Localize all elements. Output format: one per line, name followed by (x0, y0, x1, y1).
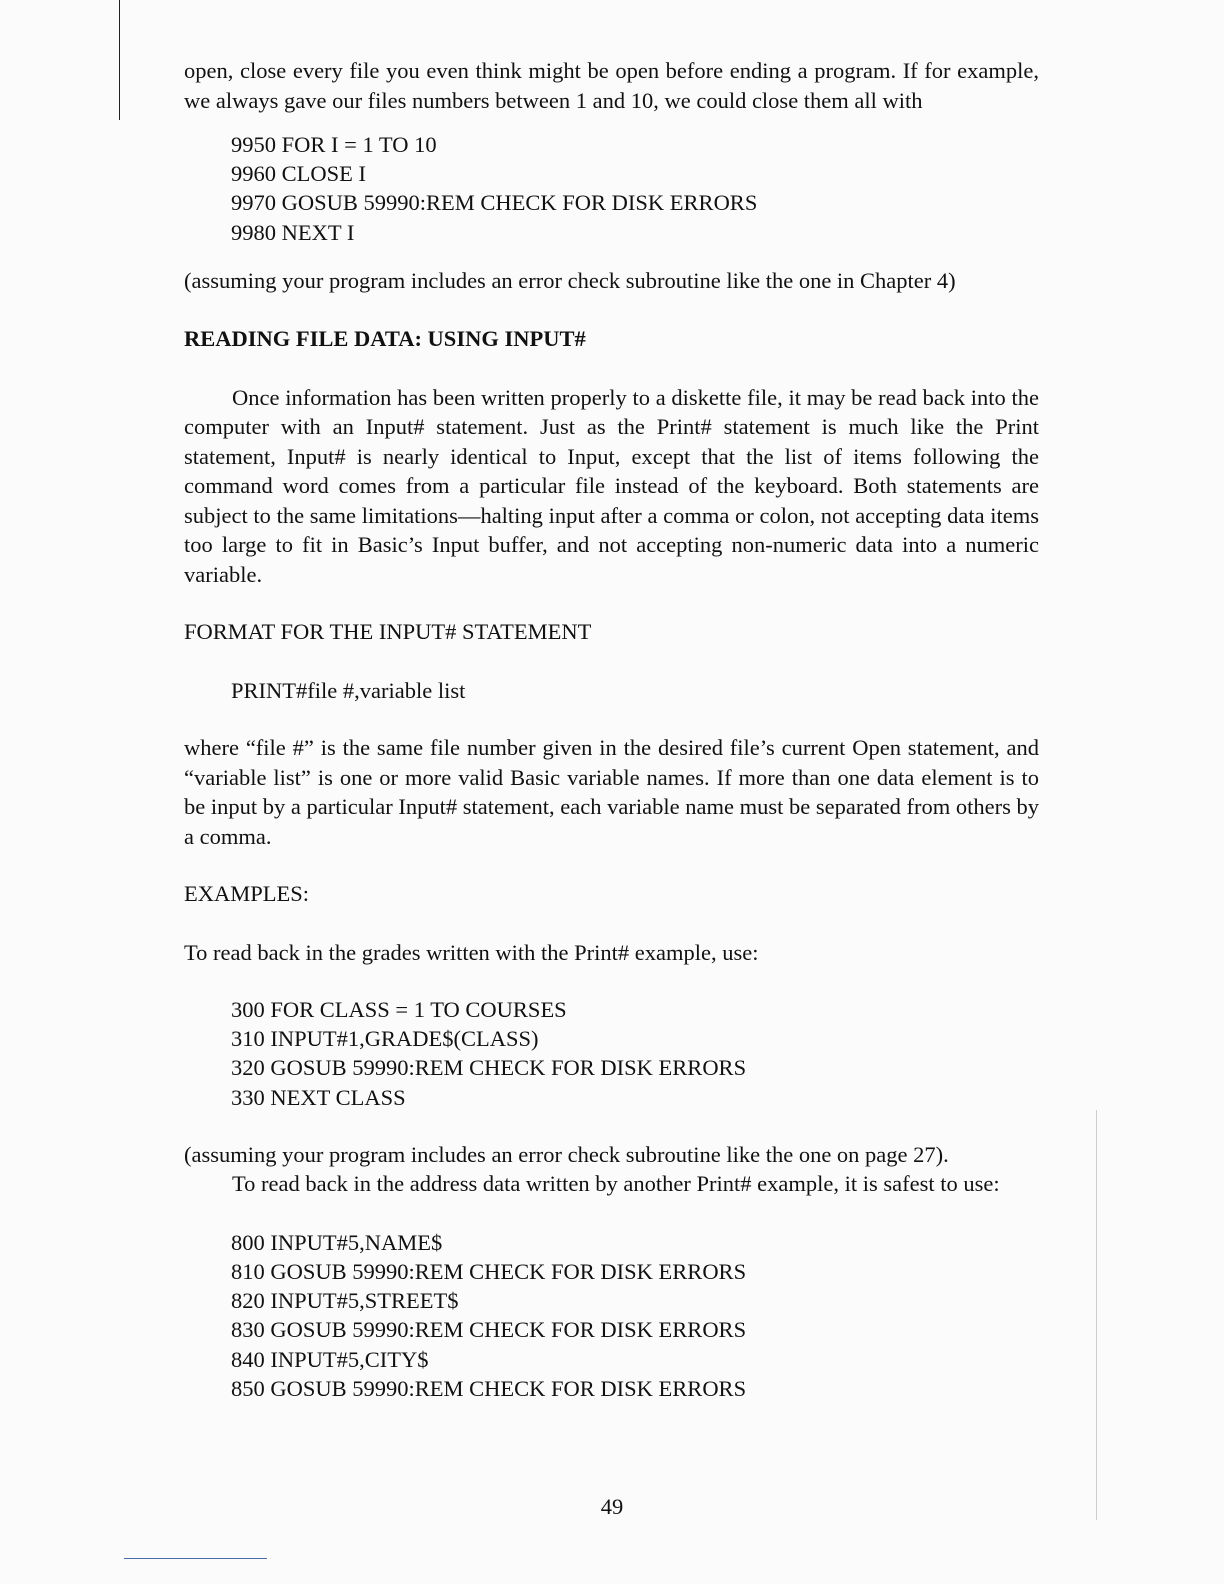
format-heading: FORMAT FOR THE INPUT# STATEMENT (184, 619, 592, 645)
code-line: 810 GOSUB 59990:REM CHECK FOR DISK ERRORS (231, 1259, 747, 1285)
code-line: 300 FOR CLASS = 1 TO COURSES (231, 997, 567, 1023)
code-block-read-address (184, 1228, 1039, 1403)
code-line: 9970 GOSUB 59990:REM CHECK FOR DISK ERRORS (231, 190, 758, 216)
note-error-check-chapter: (assuming your program includes an error check subroutine like the one in Chapter 4) (184, 267, 956, 293)
code-line: 9980 NEXT I (231, 219, 355, 245)
address-intro-paragraph: To read back in the address data written by another Print# example, it is safest to use: (232, 1171, 1000, 1197)
code-line: 830 GOSUB 59990:REM CHECK FOR DISK ERRORS (231, 1317, 747, 1343)
format-explanation-paragraph: where “file #” is the same file number given in the desired file’s current Open statement, and “variable list” is one or more valid Basic variable names. If more than one data element is to be input by a particular Input# statement, each variable name must be separated from others by a comma. (184, 735, 1039, 849)
syntax-line: PRINT#file #,variable list (231, 677, 466, 703)
scan-edge-mark-bottom (124, 1558, 267, 1559)
scan-edge-mark-left (119, 0, 120, 120)
code-block-close-files (184, 130, 1039, 247)
code-line: 310 INPUT#1,GRADE$(CLASS) (231, 1026, 539, 1052)
format-syntax (184, 676, 1039, 705)
scan-edge-mark-right (1096, 1110, 1097, 1520)
code-line: 9950 FOR I = 1 TO 10 (231, 132, 437, 157)
intro-paragraph: open, close every file you even think might be open before ending a program. If for example, we always gave our files numbers between 1 and 10, we could close them all with (184, 58, 1039, 113)
note-error-check-page: (assuming your program includes an error check subroutine like the one on page 27). (184, 1141, 949, 1167)
code-line: 330 NEXT CLASS (231, 1084, 406, 1110)
code-block-read-grades (184, 995, 1039, 1112)
page-content (184, 56, 1039, 1403)
code-line: 320 GOSUB 59990:REM CHECK FOR DISK ERRORS (231, 1055, 747, 1081)
example-intro: To read back in the grades written with the Print# example, use: (184, 939, 759, 965)
code-line: 800 INPUT#5,NAME$ (231, 1229, 443, 1255)
code-line: 840 INPUT#5,CITY$ (231, 1346, 429, 1372)
page-number: 49 (600, 1494, 624, 1519)
code-line: 820 INPUT#5,STREET$ (231, 1288, 459, 1314)
code-line: 9960 CLOSE I (231, 161, 366, 187)
examples-heading: EXAMPLES: (184, 881, 310, 907)
section-heading: READING FILE DATA: USING INPUT# (184, 326, 586, 352)
code-line: 850 GOSUB 59990:REM CHECK FOR DISK ERRORS (231, 1375, 747, 1401)
input-description-paragraph: Once information has been written properly to a diskette file, it may be read back into the computer with an Input# statement. Just as the Print# statement is much like the Print statement, Input# is nearly identical to Input, except that the list of items following the command word comes from a particular file instead of the keyboard. Both statements are subject to the same limitations—halting input after a comma or colon, not accepting data items too large to fit in Basic’s Input buffer, and not accepting non-numeric data into a numeric variable. (184, 384, 1039, 587)
